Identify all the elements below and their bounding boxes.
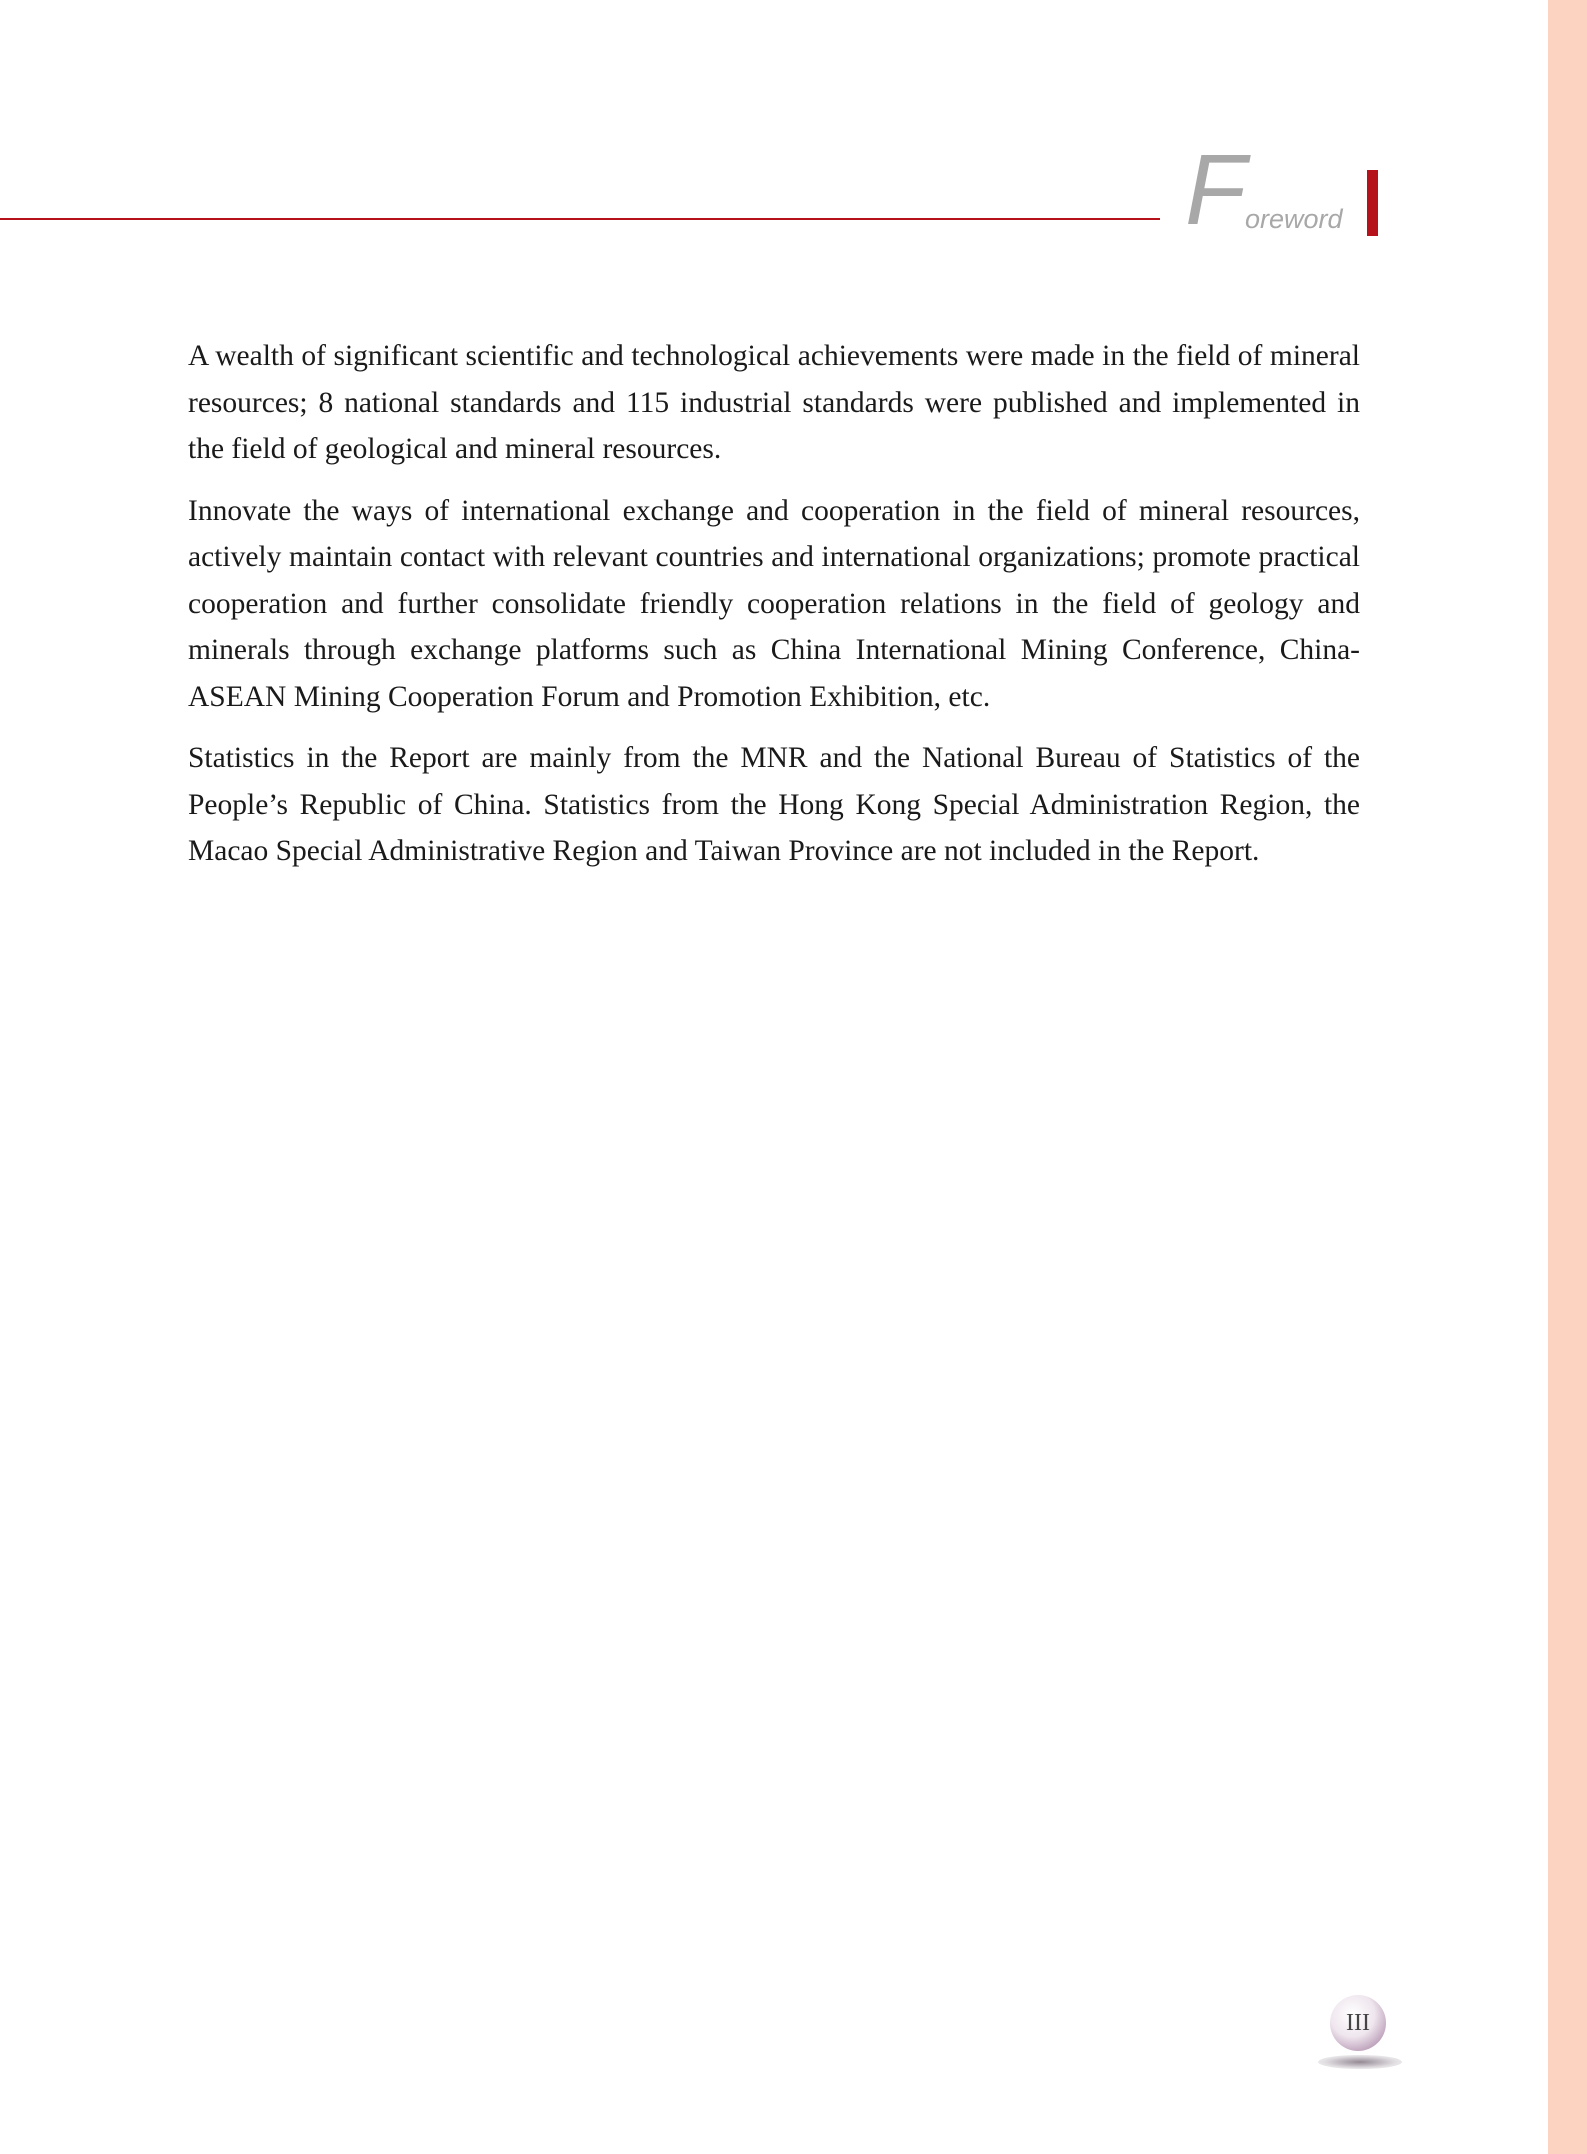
- side-color-strip: [1548, 0, 1587, 2154]
- page-number: III: [1346, 2009, 1370, 2036]
- section-title-initial: F: [1185, 134, 1247, 246]
- page-number-badge: [1330, 1995, 1386, 2051]
- paragraph: A wealth of significant scientific and technological achievements were made in the field of mineral resources; 8 national standards and 115 industrial standards were published and implemented in the field of geological and mineral resources.: [188, 340, 1360, 465]
- paragraph: Statistics in the Report are mainly from the MNR and the National Bureau of Statistics of the People’s Republic of China. Statistics from the Hong Kong Special Administration Region, the Macao Special Administrative Region and Taiwan Province are not included in the Report.: [188, 742, 1360, 867]
- page-number-shadow: [1318, 2055, 1402, 2069]
- paragraph: Innovate the ways of international exchange and cooperation in the field of mineral resources, actively maintain contact with relevant countries and international organizations; promote practical cooperation and further consolidate friendly cooperation relations in the field of geology and minerals through exchange platforms such as China International Mining Conference, China-ASEAN Mining Cooperation Forum and Promotion Exhibition, etc.: [188, 494, 1360, 713]
- header-accent-bar: [1367, 170, 1378, 236]
- section-title-rest: oreword: [1245, 204, 1343, 234]
- header-rule: [0, 218, 1160, 220]
- section-title: [1185, 134, 1345, 246]
- body-text: [188, 333, 1360, 890]
